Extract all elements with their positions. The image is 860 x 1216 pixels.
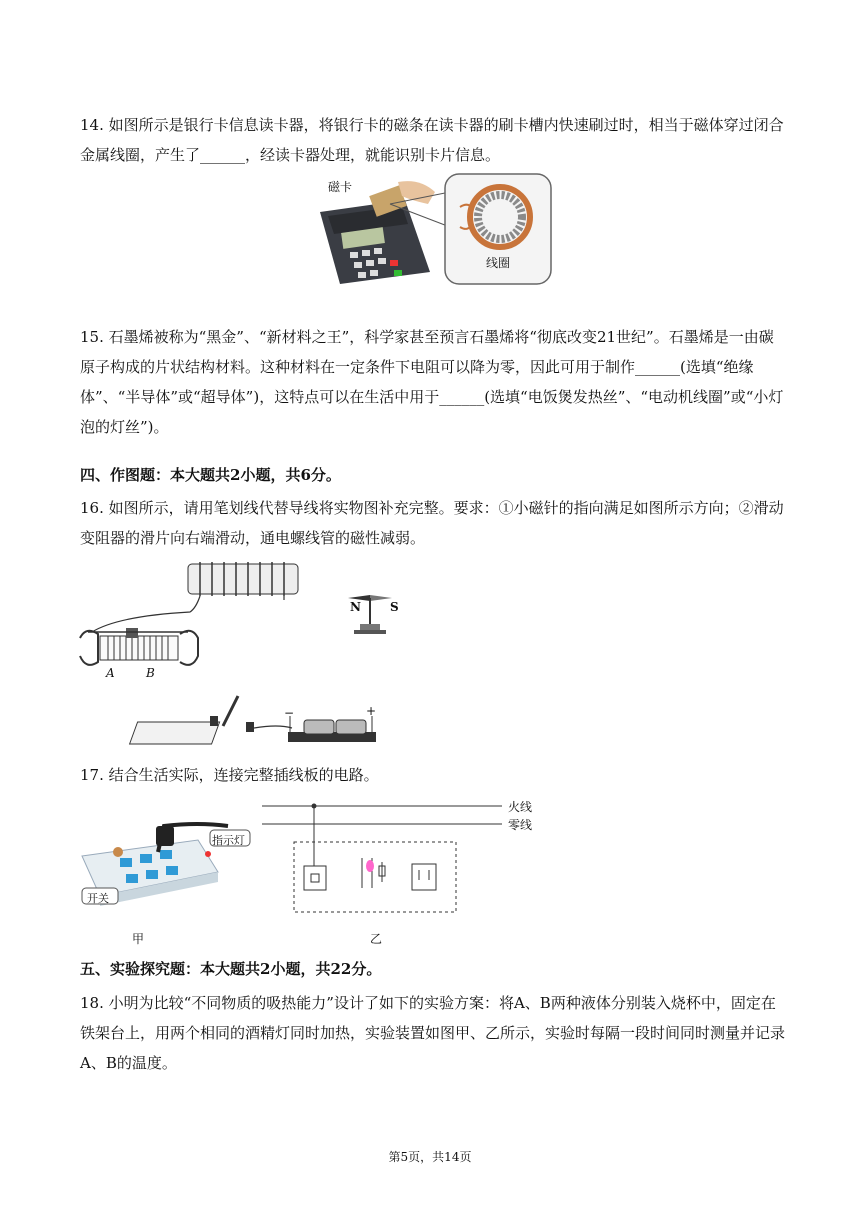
label-jia: 甲 xyxy=(132,932,145,946)
page-footer: 第5页，共14页 xyxy=(388,1150,472,1164)
section-5-heading: 五、实验探究题：本大题共2小题，共22分。 xyxy=(80,960,382,978)
question-18-text: 18. 小明为比较“不同物质的吸热能力”设计了如下的实验方案：将A、B两种液体分别装入烧杯中，固定在铁架台上，用两个相同的酒精灯同时加热，实验装置如图甲、乙所示，实验时每隔一段时间同时测量并记录A、B的温度。 xyxy=(80,994,786,1072)
label-n: N xyxy=(350,600,361,614)
label-a: A xyxy=(106,666,115,680)
circuit-figure-16 xyxy=(78,556,478,750)
label-b: B xyxy=(146,666,155,680)
label-card: 磁卡 xyxy=(328,180,353,194)
label-plus: + xyxy=(366,704,377,718)
power-strip-figure xyxy=(78,796,558,952)
question-16-text: 16. 如图所示，请用笔划线代替导线将实物图补充完整。要求：①小磁针的指向满足如图所示方向；②滑动变阻器的滑片向右端滑动，通电螺线管的磁性减弱。 xyxy=(80,499,784,547)
label-minus: − xyxy=(284,706,295,720)
label-live: 火线 xyxy=(508,800,533,814)
label-yi: 乙 xyxy=(370,932,383,946)
label-coil: 线圈 xyxy=(486,256,511,270)
question-17-text: 17. 结合生活实际，连接完整插线板的电路。 xyxy=(80,766,379,784)
label-switch: 开关 xyxy=(87,892,109,905)
question-15-text: 15. 石墨烯被称为“黑金”、“新材料之王”，科学家甚至预言石墨烯将“彻底改变21世纪”。石墨烯是一由碳原子构成的片状结构材料。这种材料在一定条件下电阻可以降为零，因此可用于制作______(选填“绝缘体”、“半导体”或“超导体”)，这特点可以在生活中用于______(选填“电饭煲发热丝”、“电动机线圈”或“小灯泡的灯丝”)。 xyxy=(80,328,784,436)
section-4-heading: 四、作图题：本大题共2小题，共6分。 xyxy=(80,466,341,484)
question-14-text: 14. 如图所示是银行卡信息读卡器，将银行卡的磁条在读卡器的刷卡槽内快速刷过时，相当于磁体穿过闭合金属线圈，产生了______，经读卡器处理，就能识别卡片信息。 xyxy=(80,116,784,164)
label-indicator: 指示灯 xyxy=(212,834,245,847)
label-neutral: 零线 xyxy=(508,818,533,832)
card-reader-figure xyxy=(310,172,555,290)
label-s: S xyxy=(390,600,399,614)
